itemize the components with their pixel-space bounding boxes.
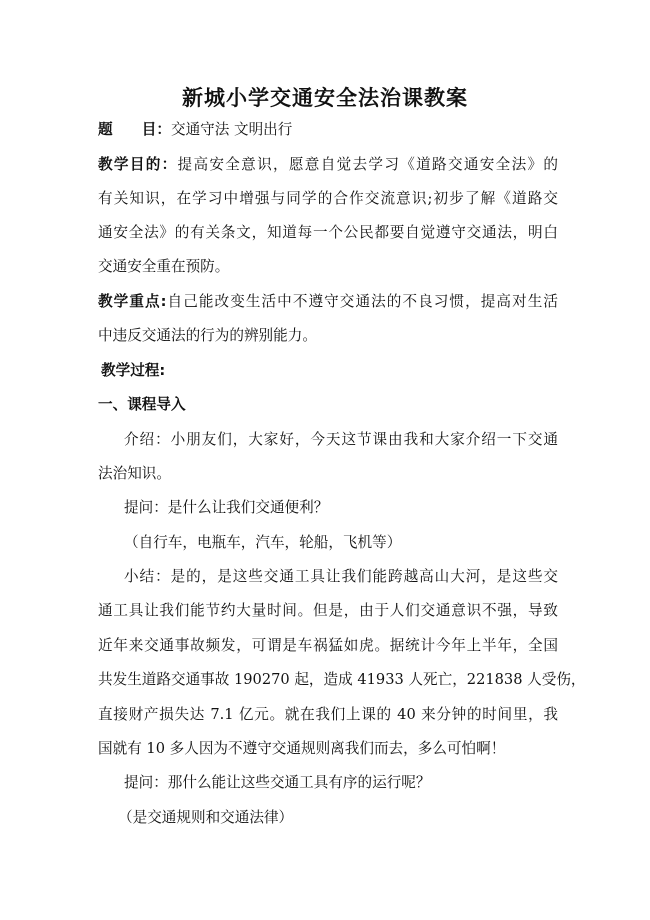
- document-title: 新城小学交通安全法治课教案: [182, 86, 468, 110]
- intro-line-1: 介绍：小朋友们，大家好，今天这节课由我和大家介绍一下交通: [124, 431, 558, 448]
- objectives-line-1: [98, 155, 558, 175]
- objectives-label: 教学目的：: [98, 156, 178, 173]
- summary-line-6: 国就有 10 多人因为不遵守交通规则离我们而去，多么可怕啊！: [98, 740, 506, 757]
- intro-line-2: 法治知识。: [98, 465, 171, 482]
- topic-label: 题 目：: [98, 121, 171, 138]
- summary-line-4: 共发生道路交通事故 190270 起，造成 41933 人死亡，221838 人受伤，: [98, 671, 586, 688]
- question-1: 提问：是什么让我们交通便利？: [124, 499, 329, 516]
- objectives-line-4: 交通安全重在预防。: [98, 258, 230, 275]
- answer-1: （自行车，电瓶车，汽车，轮船，飞机等）: [124, 534, 402, 551]
- topic-line: [98, 120, 558, 140]
- question-2: 提问：那什么能让这些交通工具有序的运行呢？: [124, 774, 431, 791]
- topic-text: 交通守法 文明出行: [170, 121, 293, 138]
- keypoints-text-1: 自己能改变生活中不遵守交通法的不良习惯，提高对生活: [166, 293, 558, 310]
- keypoints-label: 教学重点:: [98, 293, 167, 310]
- summary-line-1: 小结：是的，是这些交通工具让我们能跨越高山大河，是这些交: [124, 568, 558, 585]
- keypoints-line-2: 中违反交通法的行为的辨别能力。: [98, 327, 317, 344]
- section1-heading: 一、课程导入: [98, 396, 186, 413]
- summary-line-5: 直接财产损失达 7.1 亿元。就在我们上课的 40 来分钟的时间里，我: [98, 706, 558, 723]
- objectives-line-3: 通安全法》的有关条文，知道每一个公民都要自觉遵守交通法，明白: [98, 224, 558, 241]
- process-heading: 教学过程:: [101, 362, 166, 379]
- summary-line-2: 通工具让我们能节约大量时间。但是，由于人们交通意识不强，导致: [98, 602, 558, 619]
- answer-2: （是交通规则和交通法律）: [118, 809, 294, 826]
- summary-line-3: 近年来交通事故频发，可谓是车祸猛如虎。据统计今年上半年，全国: [98, 637, 558, 654]
- keypoints-line-1: [98, 292, 558, 312]
- objectives-text-1: 提高安全意识，愿意自觉去学习《道路交通安全法》的: [177, 156, 558, 173]
- objectives-line-2: 有关知识，在学习中增强与同学的合作交流意识;初步了解《道路交: [98, 190, 558, 207]
